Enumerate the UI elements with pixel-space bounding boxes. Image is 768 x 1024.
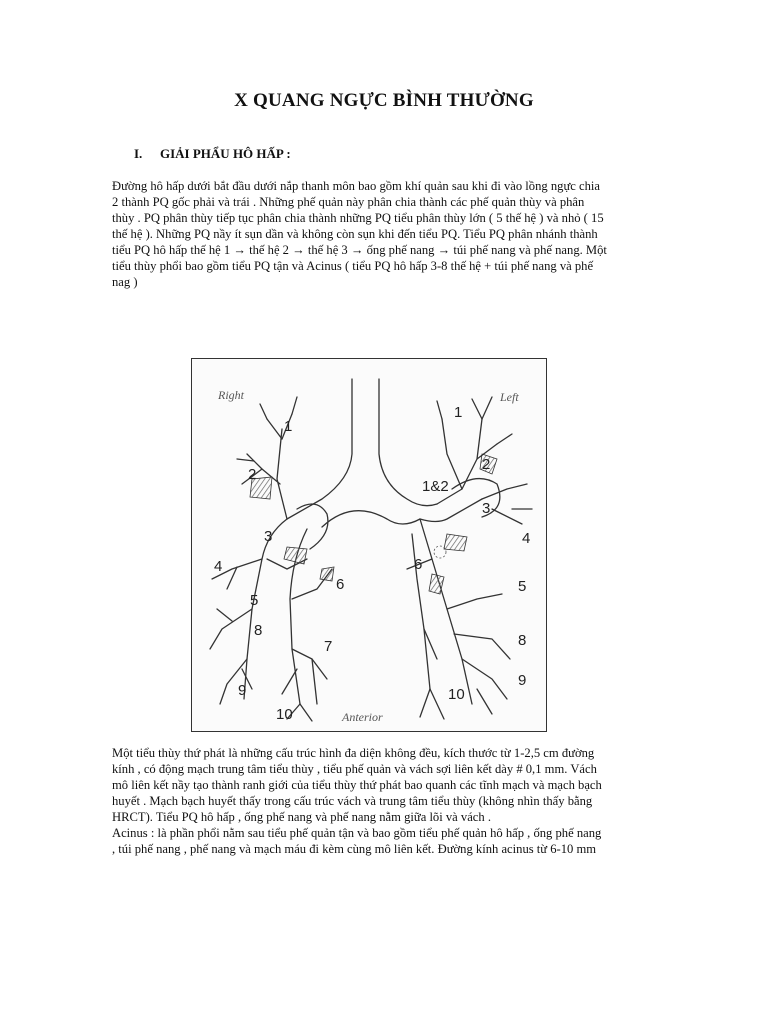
right-segment-label: 3	[264, 528, 273, 545]
paragraph-line: kính , có động mạch trung tâm tiểu thùy , tiểu phế quản và vách sợi liên kết dày # 0,1 mm. Vách	[112, 762, 597, 776]
paragraph-line: mô liên kết nầy tạo thành ranh giới của tiểu thùy thứ phát bao quanh các tĩnh mạch và mạch bạch	[112, 778, 602, 792]
left-segment-label: 5	[518, 578, 527, 595]
paragraph-line: thế hệ ). Những PQ nầy ít sụn dần và không còn sụn khi đến tiểu PQ. Tiểu PQ phân nhánh thành	[112, 227, 598, 241]
section-heading-text: GIẢI PHẨU HÔ HẤP :	[160, 146, 291, 161]
label-right: Right	[218, 388, 244, 402]
paragraph-line: , túi phế nang , phế nang và mạch máu đi kèm cùng mô liên kết. Đường kính acinus từ 6-10 mm	[112, 842, 597, 856]
paragraph-line: huyết . Mạch bạch huyết thấy trong cấu trúc vách và trung tâm tiểu thùy (không nhìn thấy bằng	[112, 794, 593, 808]
label-anterior: Anterior	[342, 710, 383, 724]
left-segment-label: 2	[482, 456, 491, 473]
paragraph-line: nag )	[112, 275, 138, 289]
right-segment-label: 9	[238, 682, 247, 699]
left-segment-label: 10	[448, 686, 465, 703]
paragraph-line: 2 thành PQ gốc phải và trái . Những phế quản này phân chia thành các phế quản thùy và phân	[112, 195, 585, 209]
paragraph-line: HRCT). Tiểu PQ hô hấp , ống phế nang và phế nang nằm giữa lõi và vách .	[112, 810, 491, 824]
left-segment-label: 4	[522, 530, 531, 547]
airway-lines	[210, 379, 532, 721]
left-segment-label: 9	[518, 672, 527, 689]
paragraph-line: thùy . PQ phân thùy tiếp tục phân chia thành những PQ tiểu phân thùy lớn ( 5 thế hệ ) và nhỏ ( 15	[112, 211, 604, 225]
label-left: Left	[500, 390, 519, 404]
paragraph-line: Acinus : là phần phổi nằm sau tiểu phế quản tận và bao gồm tiểu phế quản hô hấp , ống phế nang	[112, 826, 602, 840]
hatched-segments	[250, 454, 497, 594]
right-segment-label: 4	[214, 558, 223, 575]
paragraph-line: tiểu thùy phổi bao gồm tiểu PQ tận và Acinus ( tiểu PQ hô hấp 3-8 thế hệ + túi phế nang và phế	[112, 259, 594, 273]
paragraph-intro	[112, 178, 660, 290]
left-segment-label: 1	[454, 404, 463, 421]
left-segment-label: 1&2	[422, 478, 449, 495]
paragraph-line: Đường hô hấp dưới bắt đầu dưới nắp thanh môn bao gồm khí quản sau khi đi vào lồng ngực chia	[112, 179, 600, 193]
left-segment-label: 8	[518, 632, 527, 649]
paragraph-line: Một tiểu thùy thứ phát là những cấu trúc hình đa diện không đều, kích thước từ 1-2,5 cm đường	[112, 746, 595, 760]
left-segment-label: 3	[482, 500, 491, 517]
right-segment-label: 2	[248, 466, 257, 483]
section-heading	[134, 146, 291, 162]
right-segment-label: 1	[284, 418, 293, 435]
section-number: I.	[134, 146, 143, 161]
left-segment-label: 6	[414, 556, 423, 573]
right-segment-label: 7	[324, 638, 333, 655]
bronchial-tree-illustration	[192, 359, 546, 731]
paragraph-line: tiểu PQ hô hấp thế hệ 1 → thế hệ 2 → thế hệ 3 → ống phế nang → túi phế nang và phế nang. Một	[112, 243, 607, 257]
right-segment-label: 10	[276, 706, 293, 723]
segment-marker	[434, 546, 446, 558]
page-title: X QUANG NGỰC BÌNH THƯỜNG	[234, 90, 534, 111]
right-segment-label: 5	[250, 592, 259, 609]
paragraph-lobule	[112, 745, 660, 857]
right-segment-label: 8	[254, 622, 263, 639]
right-segment-label: 6	[336, 576, 345, 593]
bronchial-tree-figure	[191, 358, 547, 732]
